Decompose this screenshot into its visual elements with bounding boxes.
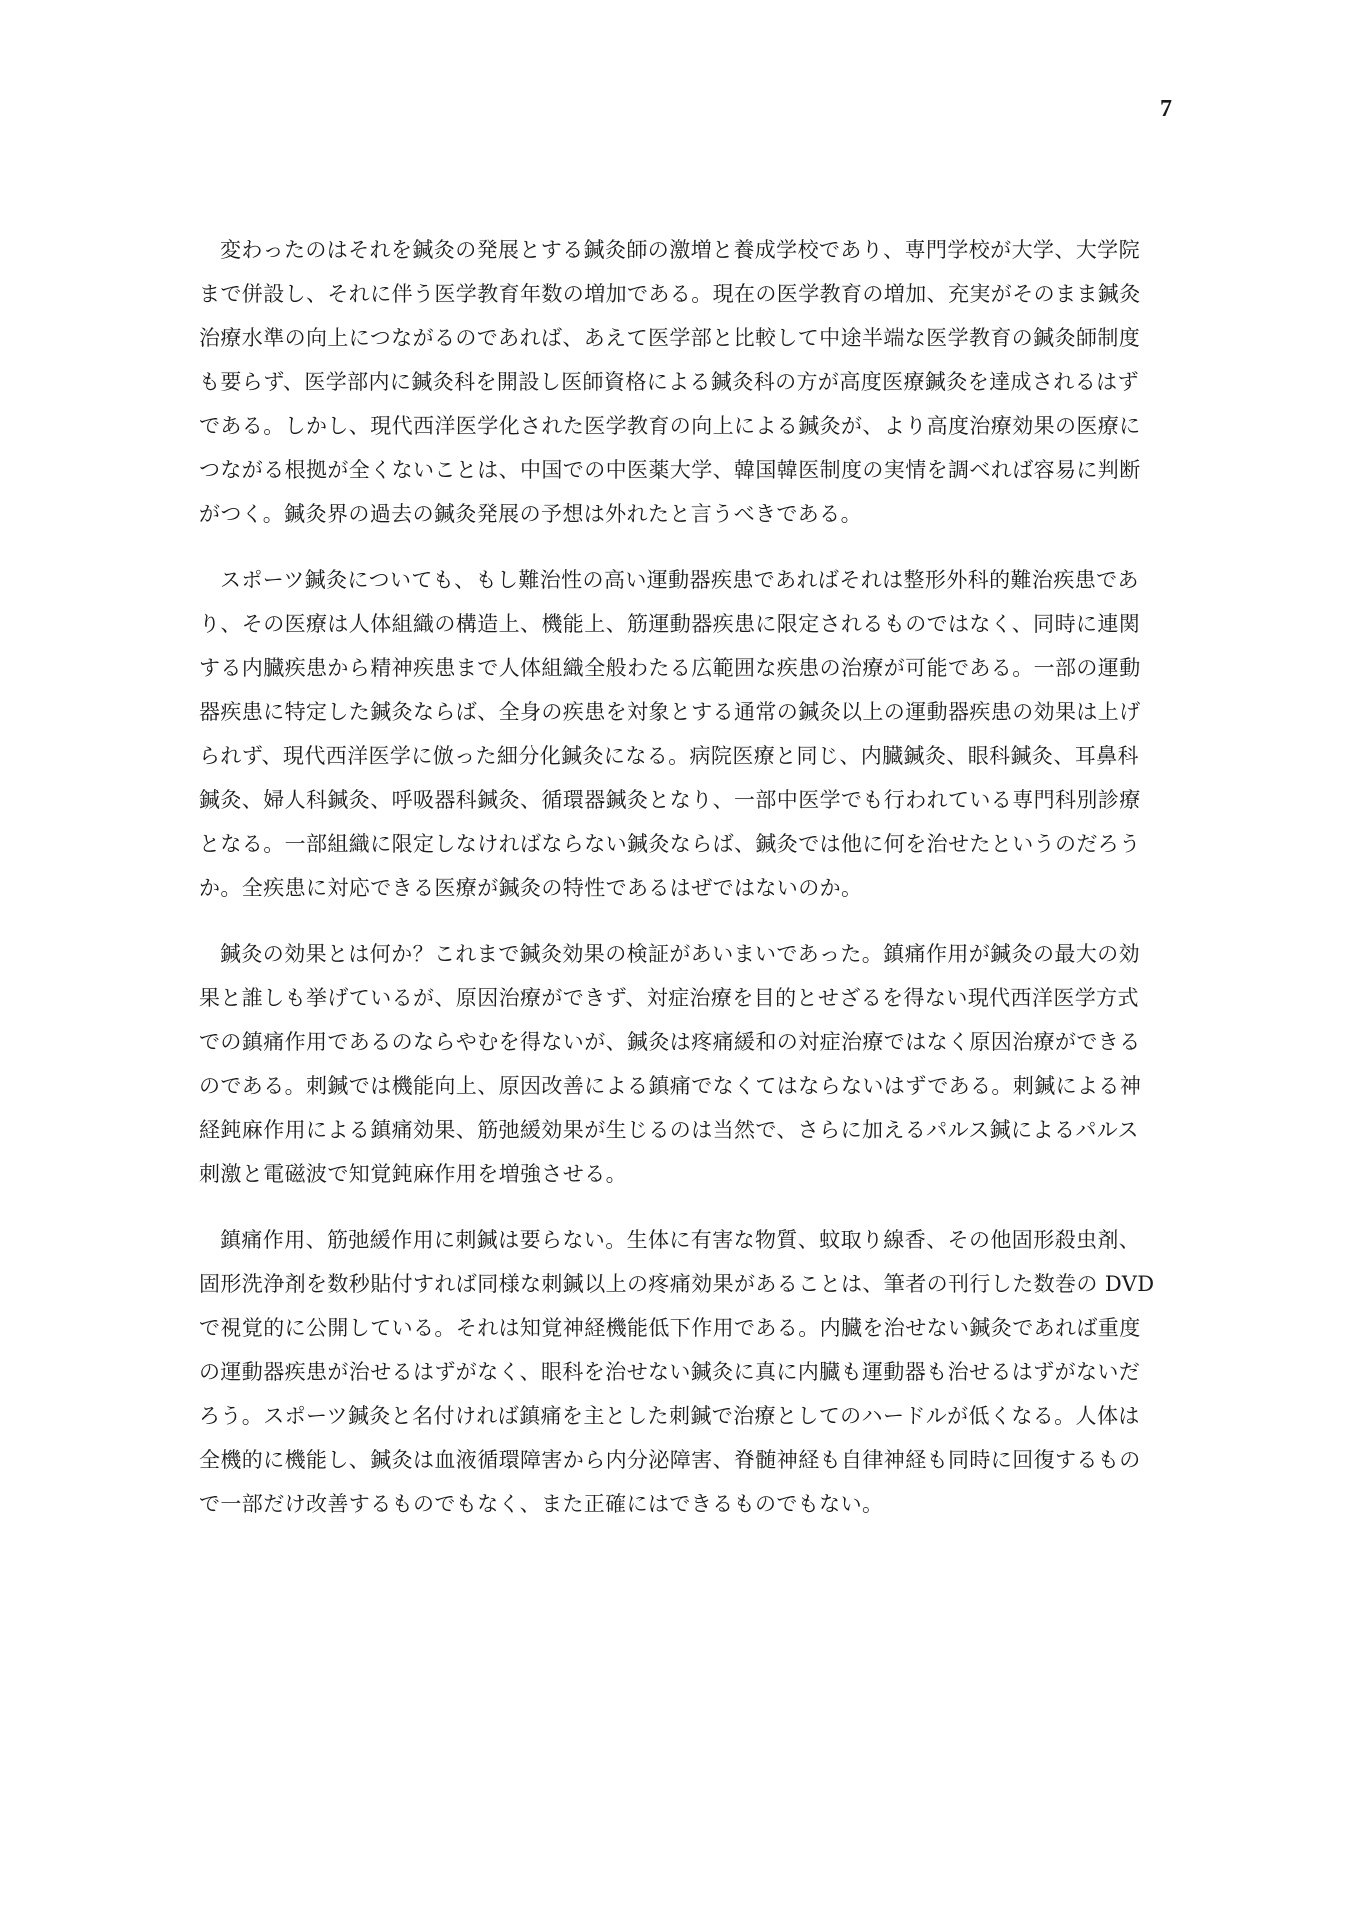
paragraph-3 [199, 932, 1175, 1196]
body-text [199, 228, 1175, 1548]
paragraph-line: つながる根拠が全くないことは、中国での中医薬大学、韓国韓医制度の実情を調べれば容易に判断 [199, 458, 1141, 482]
paragraph-line: も要らず、医学部内に鍼灸科を開設し医師資格による鍼灸科の方が高度医療鍼灸を達成されるはず [199, 370, 1139, 394]
paragraph-line: である。しかし、現代西洋医学化された医学教育の向上による鍼灸が、より高度治療効果の医療に [199, 414, 1141, 438]
paragraph-line: がつく。鍼灸界の過去の鍼灸発展の予想は外れたと言うべきである。 [199, 502, 862, 526]
paragraph-line: 鎮痛作用、筋弛緩作用に刺鍼は要らない。生体に有害な物質、蚊取り線香、その他固形殺虫剤、 [220, 1228, 1141, 1252]
paragraph-line: ろう。スポーツ鍼灸と名付ければ鎮痛を主とした刺鍼で治療としてのハードルが低くなる。人体は [199, 1404, 1140, 1428]
paragraph-line: の運動器疾患が治せるはずがなく、眼科を治せない鍼灸に真に内臓も運動器も治せるはずがないだ [199, 1360, 1141, 1384]
paragraph-line: 鍼灸の効果とは何か？これまで鍼灸効果の検証があいまいであった。鎮痛作用が鍼灸の最大の効 [220, 942, 1140, 966]
paragraph-line: 治療水準の向上につながるのであれば、あえて医学部と比較して中途半端な医学教育の鍼灸師制度 [199, 326, 1141, 350]
paragraph-line: での鎮痛作用であるのならやむを得ないが、鍼灸は疼痛緩和の対症治療ではなく原因治療ができる [199, 1030, 1141, 1054]
paragraph-line: 刺激と電磁波で知覚鈍麻作用を増強させる。 [199, 1162, 627, 1186]
paragraph-line: する内臓疾患から精神疾患まで人体組織全般わたる広範囲な疾患の治療が可能である。一部の運動 [199, 656, 1141, 680]
paragraph-line: 経鈍麻作用による鎮痛効果、筋弛緩効果が生じるのは当然で、さらに加えるパルス鍼によるパルス [199, 1118, 1139, 1142]
paragraph-line: 器疾患に特定した鍼灸ならば、全身の疾患を対象とする通常の鍼灸以上の運動器疾患の効果は上げ [199, 700, 1141, 724]
paragraph-line: スポーツ鍼灸についても、もし難治性の高い運動器疾患であればそれは整形外科的難治疾患であ [220, 568, 1139, 592]
paragraph-line: 鍼灸、婦人科鍼灸、呼吸器科鍼灸、循環器鍼灸となり、一部中医学でも行われている専門科別診療 [199, 788, 1141, 812]
page-number: 7 [1160, 96, 1172, 122]
paragraph-line: 変わったのはそれを鍼灸の発展とする鍼灸師の激増と養成学校であり、専門学校が大学、大学院 [220, 238, 1140, 262]
paragraph-line: となる。一部組織に限定しなければならない鍼灸ならば、鍼灸では他に何を治せたというのだろう [199, 832, 1141, 856]
paragraph-line: られず、現代西洋医学に倣った細分化鍼灸になる。病院医療と同じ、内臓鍼灸、眼科鍼灸、耳鼻科 [199, 744, 1139, 768]
paragraph-line: 果と誰しも挙げているが、原因治療ができず、対症治療を目的とせざるを得ない現代西洋医学方式 [199, 986, 1139, 1010]
paragraph-line: 全機的に機能し、鍼灸は血液循環障害から内分泌障害、脊髄神経も自律神経も同時に回復するもの [199, 1448, 1141, 1472]
paragraph-line: り、その医療は人体組織の構造上、機能上、筋運動器疾患に限定されるものではなく、同時に連関 [199, 612, 1141, 636]
paragraph-line: で一部だけ改善するものでもなく、また正確にはできるものでもない。 [199, 1492, 884, 1516]
paragraph-line: のである。刺鍼では機能向上、原因改善による鎮痛でなくてはならないはずである。刺鍼による神 [199, 1074, 1142, 1098]
paragraph-4 [199, 1218, 1175, 1526]
paragraph-line: まで併設し、それに伴う医学教育年数の増加である。現在の医学教育の増加、充実がそのまま鍼灸 [199, 282, 1141, 306]
paragraph-2 [199, 558, 1175, 910]
paragraph-line: か。全疾患に対応できる医療が鍼灸の特性であるはぜではないのか。 [199, 876, 863, 900]
paragraph-1 [199, 228, 1175, 536]
paragraph-line: で視覚的に公開している。それは知覚神経機能低下作用である。内臓を治せない鍼灸であれば重度 [199, 1316, 1141, 1340]
paragraph-line: 固形洗浄剤を数秒貼付すれば同様な刺鍼以上の疼痛効果があることは、筆者の刊行した数巻の DVD [199, 1272, 1155, 1296]
